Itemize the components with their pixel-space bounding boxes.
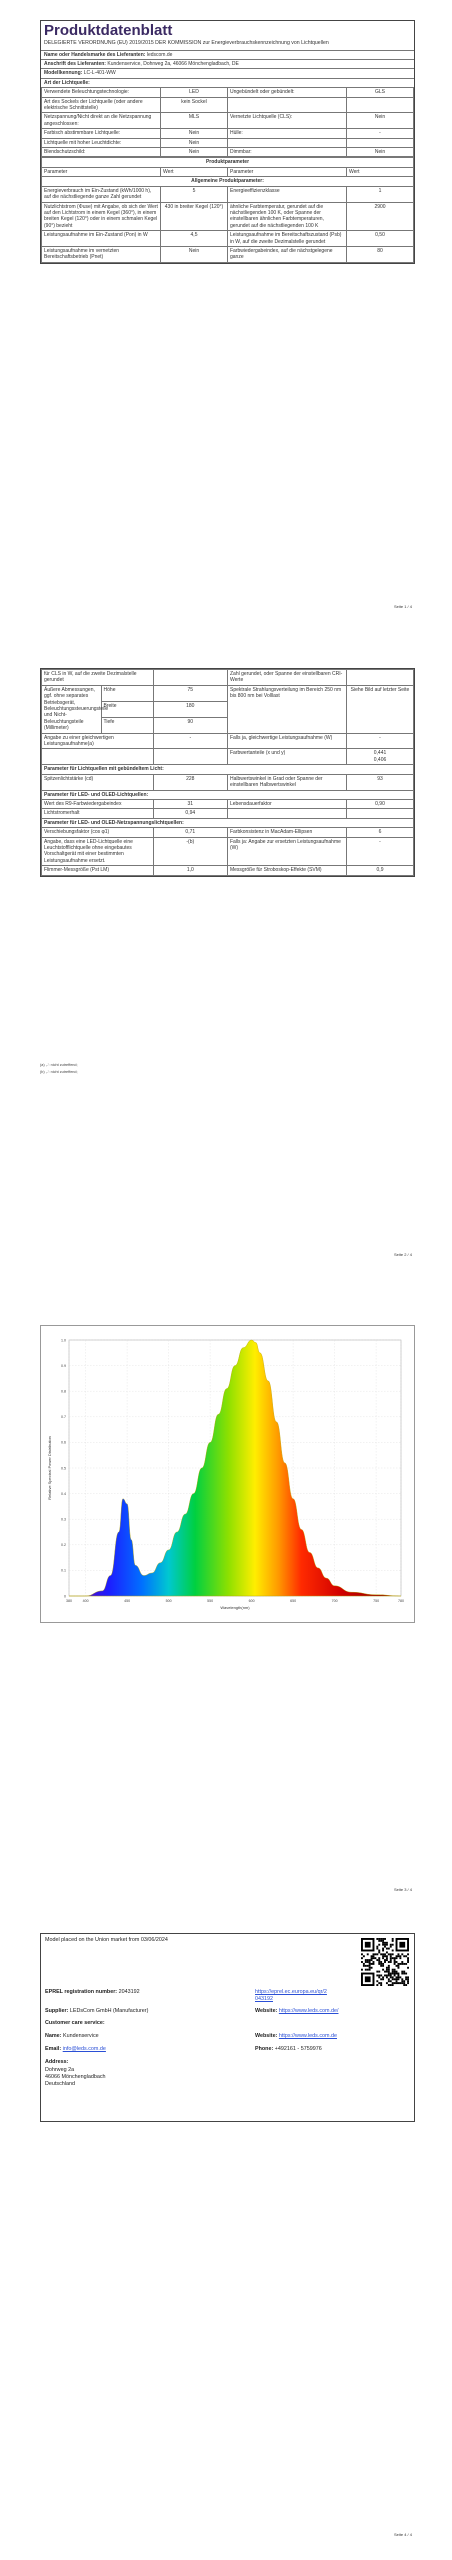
param-name: Farbisch abstimmbare Lichtquelle:	[42, 129, 161, 138]
regulation-intro: DELEGIERTE VERORDNUNG (EU) 2019/2015 DER KOMMISSION zur Energieverbrauchskennzeichnung von Lichtquellen	[44, 40, 329, 46]
param-name: Messgröße für Stroboskop-Effekte (SVM)	[227, 866, 346, 875]
param-name: Energieverbrauch im Ein-Zustand (kWh/1000 h), auf die nächstliegende ganze Zahl gerundet	[42, 186, 161, 202]
param-name	[227, 97, 346, 113]
general-params-header: Allgemeine Produktparameter:	[42, 177, 414, 186]
y-tick-label: 0.1	[61, 1568, 66, 1573]
param-value: 0,90	[347, 799, 414, 808]
dimensions-label: Äußere Abmessungen, ggf. ohne separates Betriebsgerät, Beleuchtungssteuerungsteile und Nicht-Beleuchtungsteile (Millimeter)	[42, 685, 102, 733]
param-name: Wert des R9-Farbwiedergabeindex	[42, 799, 154, 808]
param-name: Spitzenlichtstärke (cd)	[42, 774, 154, 790]
table-row	[42, 202, 414, 231]
info-value: ledscom.de	[145, 51, 173, 58]
table-row	[42, 749, 414, 765]
section-row	[42, 818, 414, 827]
param-name: Hülle:	[227, 129, 346, 138]
param-name: Zahl gerundet, oder Spanne der einstellbaren CRI-Werte	[227, 670, 346, 686]
info-label: Modellkennung:	[44, 70, 83, 77]
footnotes	[40, 1062, 78, 1076]
page-footer: Seite 4 / 4	[393, 2532, 412, 2537]
table-row	[42, 809, 414, 818]
page-footer: Seite 2 / 4	[393, 1252, 412, 1257]
y-tick-label: 0.2	[61, 1543, 66, 1548]
datasheet-page-1	[40, 20, 415, 264]
param-value	[153, 670, 227, 686]
param-name: Farbwiedergabeindex, auf die nächstgelegene ganze	[227, 246, 346, 262]
eprel-link[interactable]: https://eprel.ec.europa.eu/qr/2043192	[255, 1989, 327, 2002]
param-value: 430 in breiter Kegel (120°)	[161, 202, 228, 231]
email-label: Email:	[45, 2046, 62, 2052]
table-row	[42, 774, 414, 790]
param-value: -	[347, 129, 414, 138]
email-link[interactable]: info@leds.com.de	[62, 2046, 106, 2052]
param-value: GLS	[347, 88, 414, 97]
website-link-2[interactable]: https://www.leds.com.de	[278, 2033, 337, 2039]
param-name	[227, 138, 346, 147]
product-parameters-table	[41, 157, 414, 262]
table-row	[42, 799, 414, 808]
param-value: -	[153, 733, 227, 749]
col-header: Parameter	[227, 167, 346, 176]
eprel-info-box	[40, 1933, 415, 2122]
section-row	[42, 765, 414, 774]
info-value: LC-L-401-WW	[82, 70, 116, 77]
eprel-label: EPREL registration number:	[45, 1989, 118, 1995]
x-axis-label: Wavelength(nm)	[220, 1605, 250, 1610]
param-value	[347, 809, 414, 818]
param-name	[42, 749, 154, 765]
supplier-label: Supplier:	[45, 2008, 69, 2014]
dimension-value: 75	[153, 685, 227, 701]
param-value: 2900	[347, 202, 414, 231]
param-value: 93	[347, 774, 414, 790]
table-row	[42, 231, 414, 247]
table-row	[42, 113, 414, 129]
section-header: Parameter für LED- und OLED-Netzspannungslichtquellen:	[42, 818, 414, 827]
param-name: Falls ja, gleichwertige Leistungsaufnahme (W)	[227, 733, 346, 749]
x-tick-label: 400	[82, 1599, 89, 1603]
y-tick-label: 0.5	[61, 1466, 66, 1471]
supplier-info-row	[41, 78, 414, 87]
phone-label: Phone:	[255, 2046, 274, 2052]
param-value: 1	[347, 186, 414, 202]
param-name: Verwendete Beleuchtungstechnologie:	[42, 88, 161, 97]
param-value: 31	[153, 799, 227, 808]
param-value: 0,94	[153, 809, 227, 818]
supplier-info	[41, 50, 414, 88]
param-name: Netzspannung/Nicht direkt an die Netzspannung angeschlossen:	[42, 113, 161, 129]
info-label: Anschrift des Lieferanten:	[44, 61, 106, 67]
table-row	[42, 148, 414, 157]
dimension-name: Höhe	[101, 685, 153, 701]
table-row	[42, 88, 414, 97]
table-row	[42, 129, 414, 138]
y-tick-label: 1.0	[61, 1338, 66, 1343]
section-row	[42, 790, 414, 799]
page-footer: Seite 3 / 4	[393, 1887, 412, 1892]
param-value: -	[347, 837, 414, 866]
param-value	[347, 670, 414, 686]
param-value: 0,9	[347, 866, 414, 875]
x-tick-label: 750	[373, 1599, 380, 1603]
light-source-type-table	[41, 87, 414, 157]
table-row	[42, 138, 414, 147]
x-tick-label: 380	[66, 1599, 72, 1603]
param-name: Blendschutzschild:	[42, 148, 161, 157]
dimension-name: Tiefe	[101, 717, 153, 733]
param-value: Nein	[161, 246, 228, 262]
customer-care-label: Customer care service:	[45, 2020, 105, 2026]
x-tick-label: 500	[165, 1599, 172, 1603]
param-name: Halbwertswinkel in Grad oder Spanne der einstellbaren Halbwertswinkel	[227, 774, 346, 790]
param-name: Nutzlichtstrom (Φuse) mit Angabe, ob sich der Wert auf den Lichtstrom in einem Kegel (360°), in einem breiten Kegel (120°) oder in einem schmalen Kegel (90°) bezieht	[42, 202, 161, 231]
x-tick-label: 780	[398, 1599, 404, 1603]
table-row	[42, 866, 414, 875]
spectral-value: Siehe Bild auf letzter Seite	[347, 685, 414, 733]
param-value: Nein	[347, 148, 414, 157]
dimension-value: 180	[153, 701, 227, 717]
page-title: Produktdatenblatt	[44, 22, 173, 39]
info-label: Art der Lichtquelle:	[44, 79, 90, 86]
col-header: Parameter	[42, 167, 161, 176]
name-value: Kundenservice	[62, 2033, 99, 2039]
page-footer: Seite 1 / 4	[393, 604, 412, 609]
address-line: 46066 Mönchengladbach	[45, 2074, 106, 2080]
param-name: ähnliche Farbtemperatur, gerundet auf die nächstliegenden 100 K, oder Spanne der einstellbaren ähnlichen Farbtemperaturen, gerundet auf die nächstliegenden 100 K	[227, 202, 346, 231]
param-value: LED	[161, 88, 228, 97]
param-value: 1,0	[153, 866, 227, 875]
table-row	[42, 97, 414, 113]
param-name: Leistungsaufnahme im Ein-Zustand (Pon) in W	[42, 231, 161, 247]
market-placement-date: Model placed on the Union market from 03/06/2024	[45, 1937, 168, 1943]
address-line: Dohrweg 2a	[45, 2067, 75, 2073]
spectral-chart-svg	[41, 1326, 414, 1622]
y-tick-label: 0.8	[61, 1389, 66, 1394]
x-tick-label: 650	[290, 1599, 297, 1603]
website-label-2: Website:	[255, 2033, 278, 2039]
param-name: Ungebündelt oder gebündelt:	[227, 88, 346, 97]
col-header: Wert	[161, 167, 228, 176]
param-name: Flimmer-Messgröße (Pst LM)	[42, 866, 154, 875]
footnote: (a) ‚-': nicht zutreffend;	[40, 1063, 78, 1067]
param-value	[347, 97, 414, 113]
param-value: 5	[161, 186, 228, 202]
param-value: 6	[347, 828, 414, 837]
info-label: Name oder Handelsmarke des Lieferanten:	[44, 51, 146, 58]
param-value: 0,50	[347, 231, 414, 247]
param-value: Nein	[161, 129, 228, 138]
x-tick-label: 700	[331, 1599, 338, 1603]
spectral-distribution-chart	[40, 1325, 415, 1623]
datasheet-page-2	[40, 668, 415, 877]
param-value: 228	[153, 774, 227, 790]
eprel-number: 2043192	[118, 1989, 140, 1995]
x-tick-label: 550	[207, 1599, 214, 1603]
supplier-info-row	[41, 59, 414, 68]
param-value: Nein	[161, 138, 228, 147]
y-tick-label: 0.6	[61, 1440, 66, 1445]
param-name: Leistungsaufnahme im vernetzten Bereitschaftsbetrieb (Pnet)	[42, 246, 161, 262]
param-name: Verschiebungsfaktor (cos φ1)	[42, 828, 154, 837]
section-header: Parameter für LED- und OLED-Lichtquellen:	[42, 790, 414, 799]
param-value: MLS	[161, 113, 228, 129]
param-name: Art des Sockels der Lichtquelle (oder andere elektrische Schnittstelle)	[42, 97, 161, 113]
param-name: Angabe zu einer gleichwertigen Leistungsaufnahme(a)	[42, 733, 154, 749]
phone-value: +492161 - 5759976	[274, 2046, 322, 2052]
param-value: 80	[347, 246, 414, 262]
spectral-label: Spektrale Strahlungsverteilung im Bereich 250 nm bis 800 nm bei Volllast	[227, 685, 346, 733]
table-row	[42, 733, 414, 749]
param-value: kein Sockel	[161, 97, 228, 113]
param-value	[347, 138, 414, 147]
param-name: Angabe, dass eine LED-Lichtquelle eine Leuchtstofflichtquelle ohne eingebautes Vorschaltgerät mit einer bestimmten Leistungsaufnahme ersetzt.	[42, 837, 154, 866]
param-value: -(b)	[153, 837, 227, 866]
param-name: Lebensdauerfaktor	[227, 799, 346, 808]
x-tick-label: 600	[248, 1599, 255, 1603]
dimension-value: 90	[153, 717, 227, 733]
section-header: Parameter für Lichtquellen mit gebündeltem Licht:	[42, 765, 414, 774]
param-name: Vernetzte Lichtquelle (CLS):	[227, 113, 346, 129]
param-value	[153, 749, 227, 765]
y-tick-label: 0.7	[61, 1415, 66, 1420]
param-value: Nein	[161, 148, 228, 157]
param-name: für CLS in W, auf die zweite Dezimalstelle gerundet	[42, 670, 154, 686]
param-name	[227, 809, 346, 818]
dimension-row	[42, 685, 414, 701]
param-value: Nein	[347, 113, 414, 129]
param-name: Lichtquelle mit hoher Leuchtdichte:	[42, 138, 161, 147]
supplier-value: LEDsCom GmbH (Manufacturer)	[69, 2008, 149, 2014]
address-line: Deutschland	[45, 2081, 75, 2087]
footnote: (b) ‚-': nicht zutreffend;	[40, 1070, 78, 1074]
param-name: Energieeffizienzklasse	[227, 186, 346, 202]
param-value: 0,71	[153, 828, 227, 837]
table-row	[42, 186, 414, 202]
param-value: -	[347, 733, 414, 749]
y-tick-label: 0.9	[61, 1363, 66, 1368]
y-tick-label: 0.3	[61, 1517, 66, 1522]
website-link[interactable]: https://www.leds.com.de/	[278, 2008, 339, 2014]
table-row	[42, 670, 414, 686]
supplier-info-row	[41, 68, 414, 77]
qr-code-icon	[361, 1938, 409, 1986]
param-value: 4,5	[161, 231, 228, 247]
table-row	[42, 837, 414, 866]
param-name: Lichtstromerhalt	[42, 809, 154, 818]
name-label: Name:	[45, 2033, 62, 2039]
y-tick-label: 0	[64, 1594, 66, 1599]
x-tick-label: 450	[124, 1599, 131, 1603]
dimension-name: Breite	[101, 701, 153, 717]
param-name: Dimmbar:	[227, 148, 346, 157]
param-name: Leistungsaufnahme im Bereitschaftszustand (Psb) in W, auf die zweite Dezimalstelle gerundet	[227, 231, 346, 247]
y-axis-label: Relative Spectral Power Distribution	[47, 1436, 52, 1500]
param-name: Farbkonsistenz in MacAdam-Ellipsen	[227, 828, 346, 837]
supplier-info-row	[41, 50, 414, 59]
col-header: Wert	[347, 167, 414, 176]
address-label: Address:	[45, 2059, 69, 2065]
website-label: Website:	[255, 2008, 278, 2014]
info-value: Kundenservice, Dohrweg 2a, 46066 Mönchengladbach, DE	[105, 61, 239, 67]
continued-parameters-table	[41, 669, 414, 876]
table-row	[42, 246, 414, 262]
table-row	[42, 828, 414, 837]
params-header: Produktparameter	[42, 158, 414, 167]
param-name: Farbwertanteile (x und y)	[227, 749, 346, 765]
y-tick-label: 0.4	[61, 1491, 66, 1496]
param-value: 0,441 0,406	[347, 749, 414, 765]
param-name: Falls ja: Angabe zur ersetzten Leistungsaufnahme (W)	[227, 837, 346, 866]
